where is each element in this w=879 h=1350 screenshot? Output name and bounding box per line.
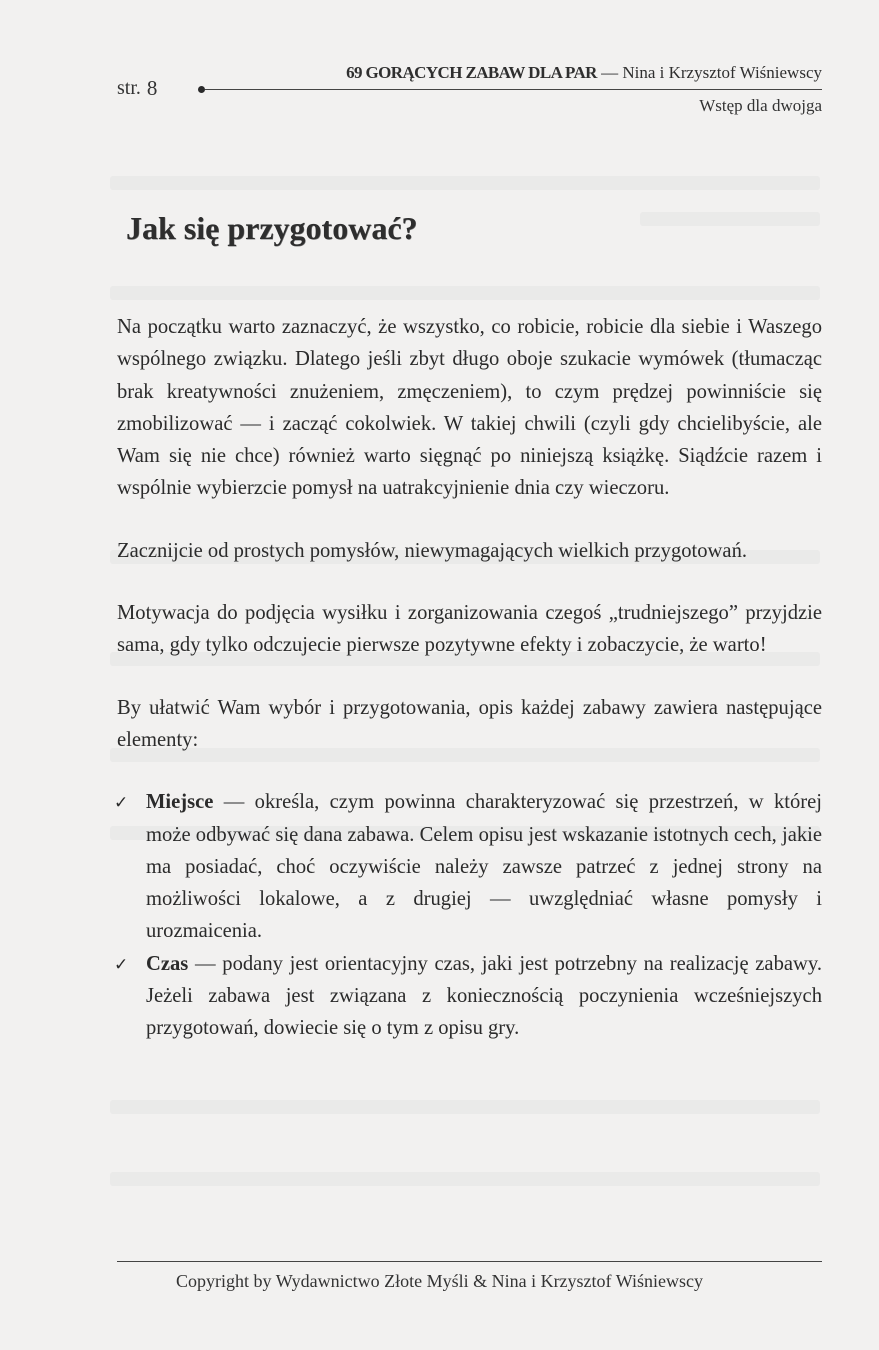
list-item xyxy=(114,786,822,947)
paragraph: Motywacja do podjęcia wysiłku i zorganizowania czegoś „trudniejszego” przyjdzie sama, gdy tylko odczujecie pierwsze pozytywne efekty i zobaczycie, że warto! xyxy=(117,602,822,657)
list-item-term: Czas xyxy=(146,952,189,975)
section-title: Wstęp dla dwojga xyxy=(699,96,822,115)
page-label: str. xyxy=(117,77,141,99)
checkmark-icon: ✓ xyxy=(114,793,129,813)
book-title: 69 GORĄCYCH ZABAW DLA PAR xyxy=(346,63,597,82)
page-title: Jak się przygotować? xyxy=(126,210,418,246)
paragraph: Na początku warto zaznaczyć, że wszystko, co robicie, robicie dla siebie i Waszego wspólnego związku. Dlatego jeśli zbyt długo oboje szukacie wymówek (tłumacząc brak kreatywności znużeniem, zmęczeniem), to czym prędzej powinniście się zmobilizować — i zacząć cokolwiek. W takiej chwili (czyli gdy chcielibyście, ale Wam się nie chce) również warto sięgnąć po niniejszą książkę. Siądźcie razem i wspólnie wybierzcie pomysł na uatrakcyjnienie dnia czy wieczoru. xyxy=(117,316,822,500)
bullet-dot-icon xyxy=(198,86,205,93)
copyright-footer: Copyright by Wydawnictwo Złote Myśli & Nina i Krzysztof Wiśniewscy xyxy=(176,1271,703,1291)
list-item-term: Miejsce xyxy=(146,791,214,814)
page-number-value: 8 xyxy=(146,76,158,100)
running-header xyxy=(346,63,822,83)
list-item-text: — podany jest orientacyjny czas, jaki jest potrzebny na realizację zabawy. Jeżeli zabawa jest związana z koniecznością poczynienia wcześniejszych przygotowań, dowiecie się o tym z opisu gry. xyxy=(146,952,822,1040)
page-number xyxy=(117,76,157,101)
body-text xyxy=(114,311,822,1045)
checkmark-icon: ✓ xyxy=(114,954,129,974)
header-divider xyxy=(205,89,822,90)
paragraph: Zacznijcie od prostych pomysłów, niewymagających wielkich przygotowań. xyxy=(117,539,748,562)
footer-divider xyxy=(117,1261,822,1262)
paragraph: By ułatwić Wam wybór i przygotowania, opis każdej zabawy zawiera następujące elementy: xyxy=(117,696,822,751)
elements-list xyxy=(114,786,822,1044)
list-item-text: — określa, czym powinna charakteryzować się przestrzeń, w której może odbywać się dana zabawa. Celem opisu jest wskazanie istotnych cech, jakie ma posiadać, choć oczywiście należy zawsze patrzeć z jednej strony na możliwości lokalowe, a z drugiej — uwzględniać własne pomysły i urozmaicenia. xyxy=(146,791,822,943)
list-item xyxy=(114,948,822,1045)
authors: — Nina i Krzysztof Wiśniewscy xyxy=(601,63,822,82)
